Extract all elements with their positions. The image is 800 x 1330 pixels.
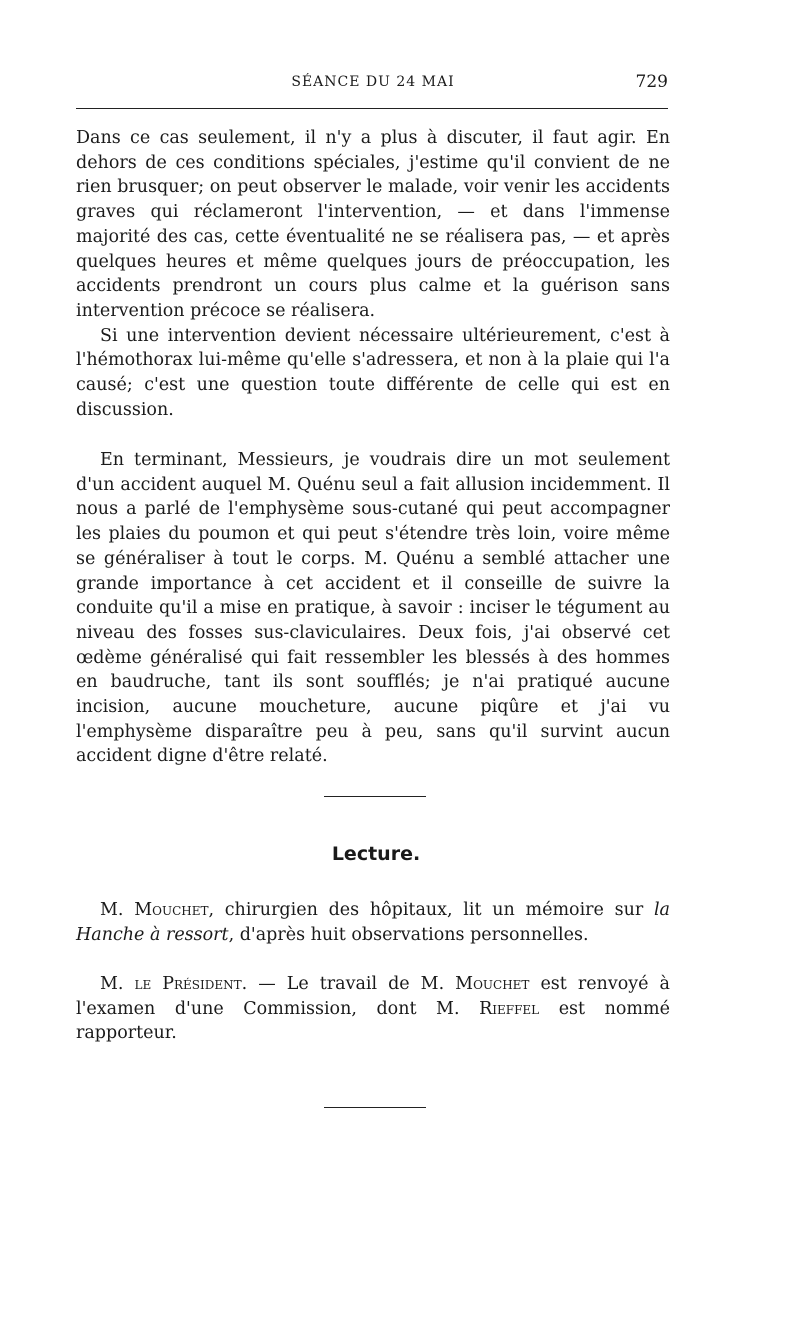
page-number: 729 <box>635 72 668 92</box>
section-separator <box>324 1107 426 1108</box>
section-separator <box>324 796 426 797</box>
memoir-title: la Hanche à ressort <box>76 900 670 945</box>
president-prefix: M. <box>100 974 124 994</box>
statement-text: est nommé rapporteur. <box>76 998 670 1044</box>
speaker-prefix: M. <box>100 900 124 920</box>
speaker-name: Mouchet <box>134 900 209 920</box>
rapporteur-name: Rieffel <box>479 998 540 1019</box>
paragraph: Si une intervention devient nécessaire ultérieurement, c'est à l'hémothorax lui-même qu'elle s'adressera, et non à la plaie qui l'a causé; c'est une question toute différente de celle qui est en discussion. <box>76 325 670 420</box>
concluding-remarks <box>76 448 670 769</box>
reading-end: , d'après huit observations personnelles. <box>228 924 589 945</box>
section-heading: Lecture. <box>331 843 421 865</box>
reading-announcement <box>76 898 670 947</box>
discussion-continuation <box>76 126 670 422</box>
statement-text: est renvoyé à l'examen d'une Commission, dont M. <box>76 974 670 1019</box>
paragraph <box>76 972 670 1046</box>
author-name: Mouchet <box>455 974 530 994</box>
president-title: le Président <box>134 974 242 994</box>
president-statement <box>76 972 670 1046</box>
paragraph: En terminant, Messieurs, je voudrais dire un mot seulement d'un accident auquel M. Quénu seul a fait allusion incidemment. Il nous a parlé de l'emphysème sous-cutané qui peut accompagner les plaies du poumon et qui peut s'étendre très loin, voire même se généraliser à tout le corps. M. Quénu a semblé attacher une grande importance à cet accident et il conseille de suivre la conduite qu'il a mise en pratique, à savoir : inciser le tégument au niveau des fosses sus-claviculaires. Deux fois, j'ai observé cet œdème généralisé qui fait ressembler les blessés à des hommes en baudruche, tant ils sont soufflés; je n'ai pratiqué aucune incision, aucune moucheture, aucune piqûre et j'ai vu l'emphysème disparaître peu à peu, sans qu'il survint aucun accident digne d'être relaté. <box>76 450 670 767</box>
header-rule <box>76 108 668 109</box>
statement-text: . — Le travail de M. <box>241 974 445 994</box>
paragraph <box>76 898 670 947</box>
paragraph: Dans ce cas seulement, il n'y a plus à discuter, il faut agir. En dehors de ces conditions spéciales, j'estime qu'il convient de ne rien brusquer; on peut observer le malade, voir venir les accidents graves qui réclameront l'intervention, — et dans l'immense majorité des cas, cette éventualité ne se réalisera pas, — et après quelques heures et même quelques jours de préoccupation, les accidents prendront un cours plus calme et la guérison sans intervention précoce se réalisera. <box>76 128 670 321</box>
reading-text: , chirurgien des hôpitaux, lit un mémoire sur <box>208 900 644 920</box>
running-header <box>76 74 670 100</box>
running-title: SÉANCE DU 24 MAI <box>291 74 455 90</box>
